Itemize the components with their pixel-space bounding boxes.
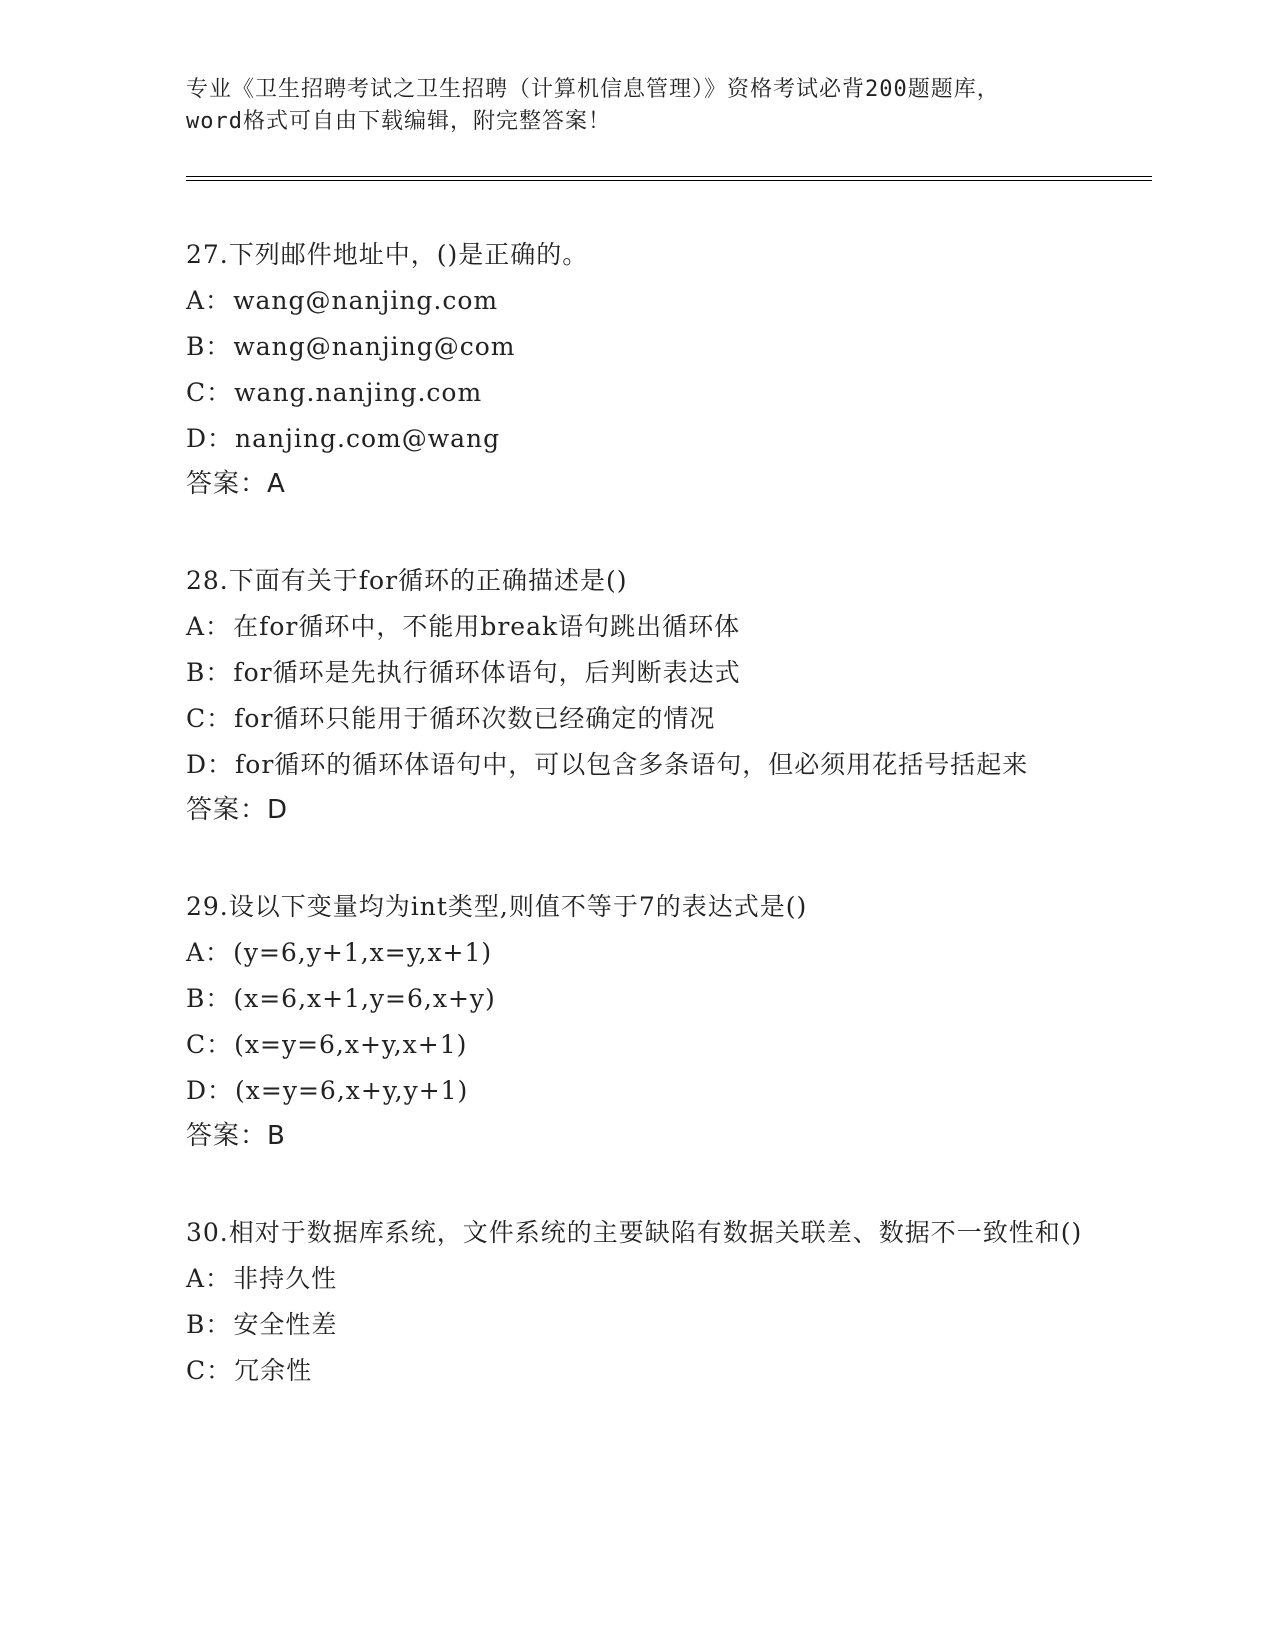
option-b bbox=[186, 650, 1086, 696]
option-key: C： bbox=[186, 1030, 233, 1059]
answer-line bbox=[186, 1114, 1086, 1158]
question-stem bbox=[186, 1210, 1086, 1256]
option-key: D： bbox=[186, 424, 234, 453]
option-text: 非持久性 bbox=[233, 1264, 338, 1293]
option-text: (y=6,y+1,x=y,x+1) bbox=[233, 938, 493, 967]
question-30 bbox=[186, 1210, 1086, 1394]
option-d bbox=[186, 742, 1086, 788]
answer-label: 答案： bbox=[186, 1121, 268, 1151]
answer-line bbox=[186, 788, 1086, 832]
option-text: wang@nanjing@com bbox=[233, 332, 516, 361]
option-a bbox=[186, 930, 1086, 976]
option-d bbox=[186, 416, 1086, 462]
option-key: B： bbox=[186, 984, 232, 1013]
option-key: D： bbox=[186, 1076, 234, 1105]
option-key: D： bbox=[186, 750, 234, 779]
question-number: 29. bbox=[186, 892, 229, 921]
option-text: nanjing.com@wang bbox=[235, 424, 501, 453]
question-stem bbox=[186, 232, 1086, 278]
question-29 bbox=[186, 884, 1086, 1158]
option-key: C： bbox=[186, 1356, 233, 1385]
option-key: B： bbox=[186, 658, 232, 687]
question-text: 相对于数据库系统，文件系统的主要缺陷有数据关联差、数据不一致性和() bbox=[228, 1218, 1083, 1247]
option-key: A： bbox=[186, 938, 232, 967]
option-text: for循环的循环体语句中，可以包含多条语句，但必须用花括号括起来 bbox=[235, 750, 1029, 779]
option-text: 冗余性 bbox=[234, 1356, 313, 1385]
option-c bbox=[186, 1348, 1086, 1394]
option-text: (x=y=6,x+y,y+1) bbox=[235, 1076, 469, 1105]
answer-line bbox=[186, 462, 1086, 506]
option-text: for循环只能用于循环次数已经确定的情况 bbox=[234, 704, 716, 733]
answer-value: B bbox=[267, 1121, 286, 1151]
header-divider-bottom bbox=[186, 180, 1152, 181]
question-stem bbox=[186, 558, 1086, 604]
option-text: 在for循环中，不能用break语句跳出循环体 bbox=[233, 612, 741, 641]
option-a bbox=[186, 604, 1086, 650]
answer-label: 答案： bbox=[186, 469, 268, 499]
answer-value: A bbox=[267, 469, 286, 499]
option-key: A： bbox=[186, 612, 232, 641]
option-a bbox=[186, 278, 1086, 324]
document-header bbox=[186, 74, 1086, 138]
option-a bbox=[186, 1256, 1086, 1302]
option-text: (x=6,x+1,y=6,x+y) bbox=[233, 984, 496, 1013]
header-title-line-1: 专业《卫生招聘考试之卫生招聘（计算机信息管理）》资格考试必背200题题库， bbox=[186, 77, 1000, 102]
option-c bbox=[186, 1022, 1086, 1068]
header-divider-top bbox=[186, 176, 1152, 177]
question-number: 27. bbox=[186, 240, 229, 269]
question-number: 28. bbox=[186, 566, 229, 595]
option-b bbox=[186, 324, 1086, 370]
option-c bbox=[186, 370, 1086, 416]
option-d bbox=[186, 1068, 1086, 1114]
question-text: 设以下变量均为int类型,则值不等于7的表达式是() bbox=[228, 892, 808, 921]
option-key: C： bbox=[186, 378, 233, 407]
question-27 bbox=[186, 232, 1086, 506]
option-text: wang@nanjing.com bbox=[233, 286, 499, 315]
question-number: 30. bbox=[186, 1218, 229, 1247]
option-b bbox=[186, 976, 1086, 1022]
question-text: 下列邮件地址中，()是正确的。 bbox=[228, 240, 589, 269]
option-key: B： bbox=[186, 1310, 232, 1339]
header-title-line-2: word格式可自由下载编辑，附完整答案！ bbox=[186, 109, 611, 134]
option-key: A： bbox=[186, 1264, 232, 1293]
option-c bbox=[186, 696, 1086, 742]
option-key: C： bbox=[186, 704, 233, 733]
option-b bbox=[186, 1302, 1086, 1348]
option-key: A： bbox=[186, 286, 232, 315]
question-text: 下面有关于for循环的正确描述是() bbox=[228, 566, 628, 595]
answer-value: D bbox=[267, 795, 289, 825]
option-text: (x=y=6,x+y,x+1) bbox=[234, 1030, 468, 1059]
question-stem bbox=[186, 884, 1086, 930]
question-list bbox=[186, 232, 1086, 1446]
question-28 bbox=[186, 558, 1086, 832]
option-key: B： bbox=[186, 332, 232, 361]
option-text: for循环是先执行循环体语句，后判断表达式 bbox=[233, 658, 741, 687]
option-text: 安全性差 bbox=[233, 1310, 338, 1339]
answer-label: 答案： bbox=[186, 795, 268, 825]
option-text: wang.nanjing.com bbox=[234, 378, 483, 407]
